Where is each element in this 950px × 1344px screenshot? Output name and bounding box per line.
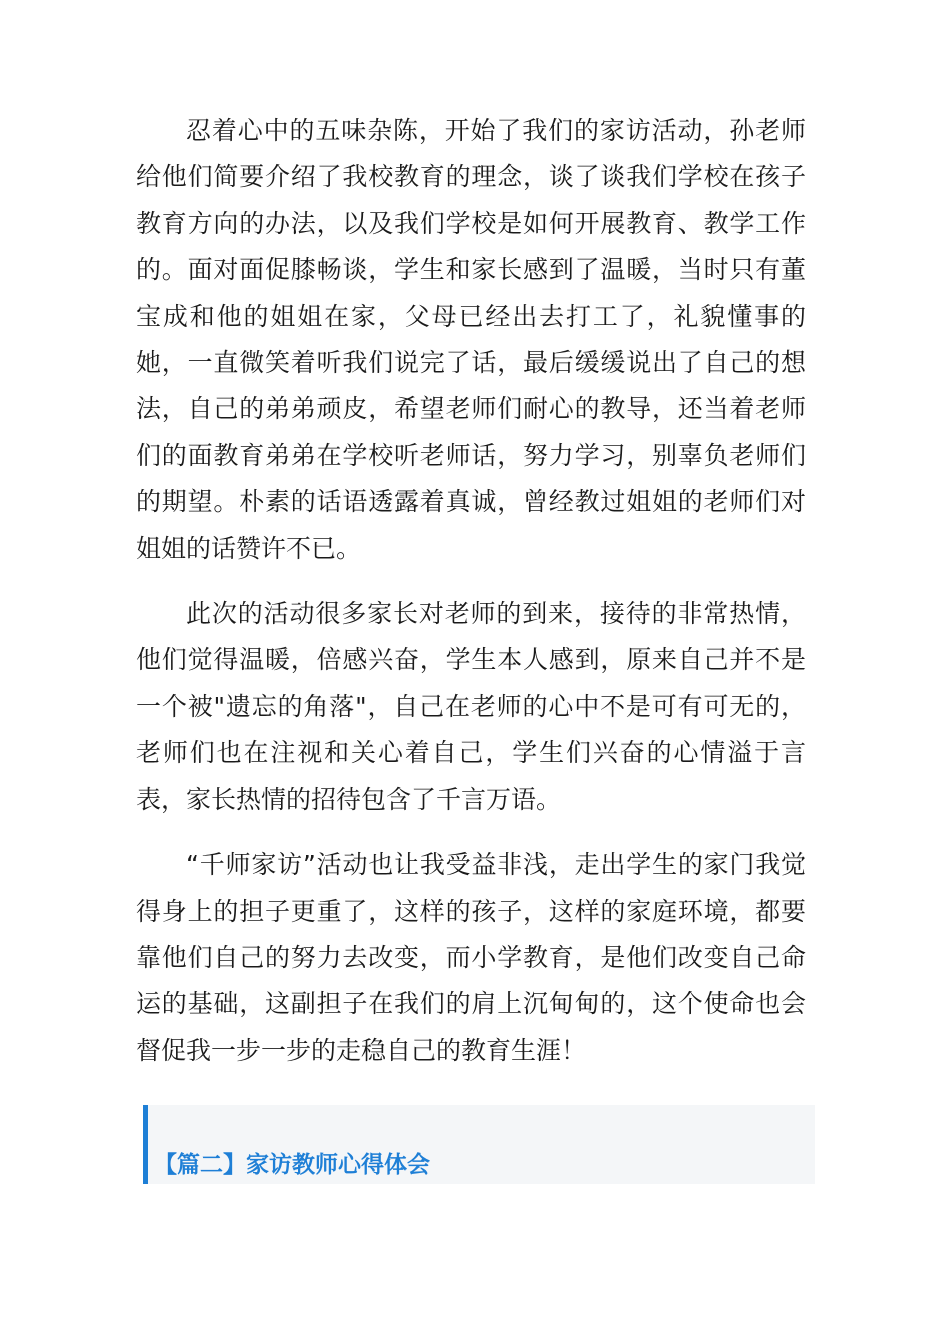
section-heading-box xyxy=(143,1105,815,1184)
paragraph-3: “千师家访”活动也让我受益非浅，走出学生的家门我觉得身上的担子更重了，这样的孩子，这样的家庭环境，都要靠他们自己的努力去改变，而小学教育，是他们改变自己命运的基础，这副担子在我们的肩上沉甸甸的，这个使命也会督促我一步一步的走稳自己的教育生涯！ xyxy=(136,850,806,1065)
paragraph-2: 此次的活动很多家长对老师的到来，接待的非常热情，他们觉得温暖，倍感兴奋，学生本人感到，原来自己并不是一个被"遗忘的角落"，自己在老师的心中不是可有可无的，老师们也在注视和关心着自己，学生们兴奋的心情溢于言表，家长热情的招待包含了千言万语。 xyxy=(136,599,806,814)
section-heading-title: 【篇二】家访教师心得体会 xyxy=(154,1152,430,1178)
article-body xyxy=(136,108,806,1074)
paragraph-1: 忍着心中的五味杂陈，开始了我们的家访活动，孙老师给他们简要介绍了我校教育的理念，谈了谈我们学校在孩子教育方向的办法，以及我们学校是如何开展教育、教学工作的。面对面促膝畅谈，学生和家长感到了温暖，当时只有董宝成和他的姐姐在家，父母已经出去打工了，礼貌懂事的她，一直微笑着听我们说完了话，最后缓缓说出了自己的想法，自己的弟弟顽皮，希望老师们耐心的教导，还当着老师们的面教育弟弟在学校听老师话，努力学习，别辜负老师们的期望。朴素的话语透露着真诚，曾经教过姐姐的老师们对姐姐的话赞许不已。 xyxy=(136,116,806,563)
